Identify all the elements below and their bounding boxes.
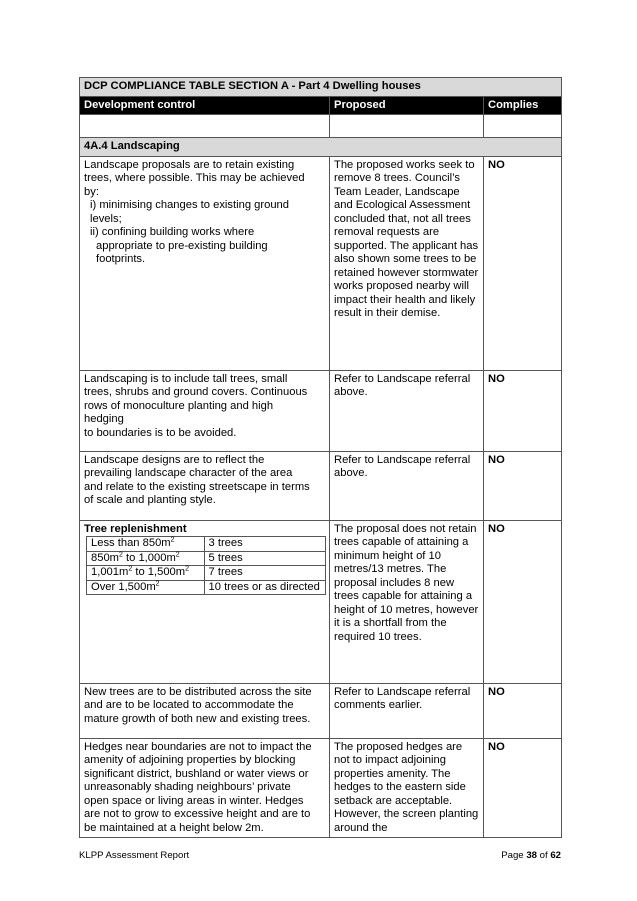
control-cell: Hedges near boundaries are not to impact the amenity of adjoining properties by blocking significant district, bushland or water views or unreasonably shading neighbours’ private open space or living areas in winter. Hedges are not to grow to excessive height and are to be maintained at a height below 2m. bbox=[80, 738, 330, 838]
blank-row bbox=[80, 115, 562, 138]
table-title: DCP COMPLIANCE TABLE SECTION A - Part 4 Dwelling houses bbox=[80, 78, 562, 97]
footer-page-number: Page 38 of 62 bbox=[501, 850, 561, 861]
proposed-cell: The proposal does not retain trees capable of attaining a minimum height of 10 metres/13 metres. The proposal includes 8 new trees capable for attaining a height of 10 metres, however it is a shortfall from the required 10 trees. bbox=[330, 520, 484, 683]
proposed-cell: Refer to Landscape referral comments earlier. bbox=[330, 683, 484, 738]
table-title-row bbox=[80, 78, 562, 97]
table-row bbox=[80, 370, 562, 451]
header-proposed: Proposed bbox=[330, 96, 484, 115]
table-row bbox=[80, 156, 562, 370]
control-cell: Landscaping is to include tall trees, small trees, shrubs and ground covers. Continuous rows of monoculture planting and high hedging to boundaries is to be avoided. bbox=[80, 370, 330, 451]
complies-cell: NO bbox=[484, 370, 562, 451]
table-row bbox=[80, 683, 562, 738]
control-cell bbox=[80, 520, 330, 683]
section-heading: 4A.4 Landscaping bbox=[80, 138, 562, 157]
control-cell: Landscape proposals are to retain existing trees, where possible. This may be achieved by: i) minimising changes to existing ground levels; ii) confining building works where appropriate to pre-existing building footprints. bbox=[80, 156, 330, 370]
table-row bbox=[80, 451, 562, 520]
complies-cell: NO bbox=[484, 520, 562, 683]
header-development-control: Development control bbox=[80, 96, 330, 115]
control-cell: New trees are to be distributed across the site and are to be located to accommodate the mature growth of both new and existing trees. bbox=[80, 683, 330, 738]
header-complies: Complies bbox=[484, 96, 562, 115]
replenishment-row: $850m^2$ to $1,000m^2$ 5 trees bbox=[87, 551, 326, 566]
control-cell: Landscape designs are to reflect the prevailing landscape character of the area and relate to the existing streetscape in terms of scale and planting style. bbox=[80, 451, 330, 520]
complies-cell: NO bbox=[484, 451, 562, 520]
complies-cell: NO bbox=[484, 738, 562, 838]
complies-cell: NO bbox=[484, 156, 562, 370]
replenishment-row: $1,001m^2$ to $1,500m^2$ 7 trees bbox=[87, 566, 326, 581]
replenishment-row: Over $1,500m^2$ 10 trees or as directed bbox=[87, 580, 326, 595]
proposed-cell: Refer to Landscape referral above. bbox=[330, 451, 484, 520]
footer-report-name: KLPP Assessment Report bbox=[79, 850, 190, 861]
table-row bbox=[80, 520, 562, 683]
tree-replenishment-table bbox=[86, 536, 326, 595]
proposed-cell: Refer to Landscape referral above. bbox=[330, 370, 484, 451]
tree-replenishment-title: Tree replenishment bbox=[84, 522, 187, 535]
compliance-table bbox=[79, 77, 562, 838]
table-header-row bbox=[80, 96, 562, 115]
table-row bbox=[80, 738, 562, 838]
complies-cell: NO bbox=[484, 683, 562, 738]
proposed-cell: The proposed hedges are not to impact adjoining properties amenity. The hedges to the eastern side setback are acceptable. However, the screen planting around the bbox=[330, 738, 484, 838]
proposed-cell: The proposed works seek to remove 8 trees. Council’s Team Leader, Landscape and Ecological Assessment concluded that, not all trees removal requests are supported. The applicant has also shown some trees to be retained however stormwater works proposed nearby will impact their health and likely result in their demise. bbox=[330, 156, 484, 370]
replenishment-row: Less than $850m^2$ 3 trees bbox=[87, 537, 326, 552]
section-row bbox=[80, 138, 562, 157]
